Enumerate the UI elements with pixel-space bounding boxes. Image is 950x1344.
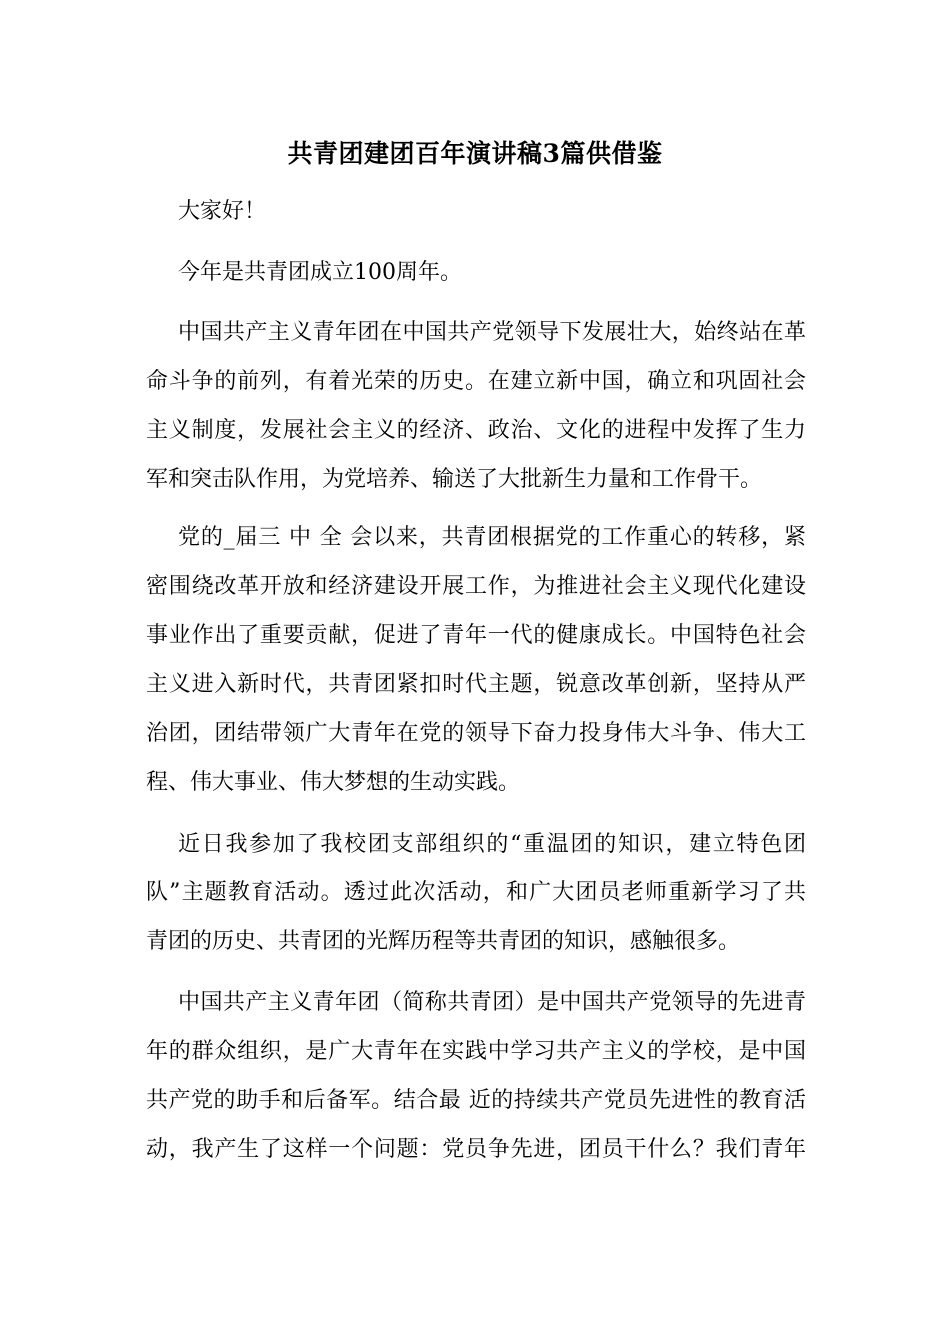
paragraph-line: 密围绕改革开放和经济建设开展工作，为推进社会主义现代化建设 <box>146 574 806 599</box>
paragraph-line: 程、伟大事业、伟大梦想的生动实践。 <box>146 770 521 795</box>
paragraph-line: 动，我产生了这样一个问题：党员争先进，团员干什么？我们青年 <box>146 1137 806 1162</box>
paragraph-line: 队”主题教育活动。透过此次活动，和广大团员老师重新学习了共 <box>146 880 806 905</box>
paragraph-line: 命斗争的前列，有着光荣的历史。在建立新中国，确立和巩固社会 <box>146 369 806 394</box>
paragraph-line: 中国共产主义青年团在中国共产党领导下发展壮大，始终站在革 <box>178 320 806 345</box>
paragraph-line: 事业作出了重要贡献，促进了青年一代的健康成长。中国特色社会 <box>146 623 806 648</box>
paragraph-line: 军和突击队作用，为党培养、输送了大批新生力量和工作骨干。 <box>146 467 763 492</box>
paragraph-line: 中国共产主义青年团（简称共青团）是中国共产党领导的先进青 <box>178 990 806 1015</box>
document-title: 共青团建团百年演讲稿3篇供借鉴 <box>287 139 663 168</box>
intro-line: 今年是共青团成立100周年。 <box>178 260 462 285</box>
paragraph-line: 主义进入新时代，共青团紧扣时代主题，锐意改革创新，坚持从严 <box>146 672 806 697</box>
paragraph-line: 党的_届三 中 全 会以来，共青团根据党的工作重心的转移，紧 <box>178 525 806 550</box>
paragraph-line: 主义制度，发展社会主义的经济、政治、文化的进程中发挥了生力 <box>146 418 806 443</box>
paragraph-line: 共产党的助手和后备军。结合最 近的持续共产党员先进性的教育活 <box>146 1088 806 1113</box>
paragraph-line: 年的群众组织，是广大青年在实践中学习共产主义的学校，是中国 <box>146 1039 806 1064</box>
paragraph-line: 治团，团结带领广大青年在党的领导下奋力投身伟大斗争、伟大工 <box>146 721 806 746</box>
paragraph-line: 青团的历史、共青团的光辉历程等共青团的知识，感触很多。 <box>146 929 741 954</box>
greeting-line: 大家好！ <box>178 199 267 224</box>
paragraph-line: 近日我参加了我校团支部组织的“重温团的知识，建立特色团 <box>178 832 806 857</box>
